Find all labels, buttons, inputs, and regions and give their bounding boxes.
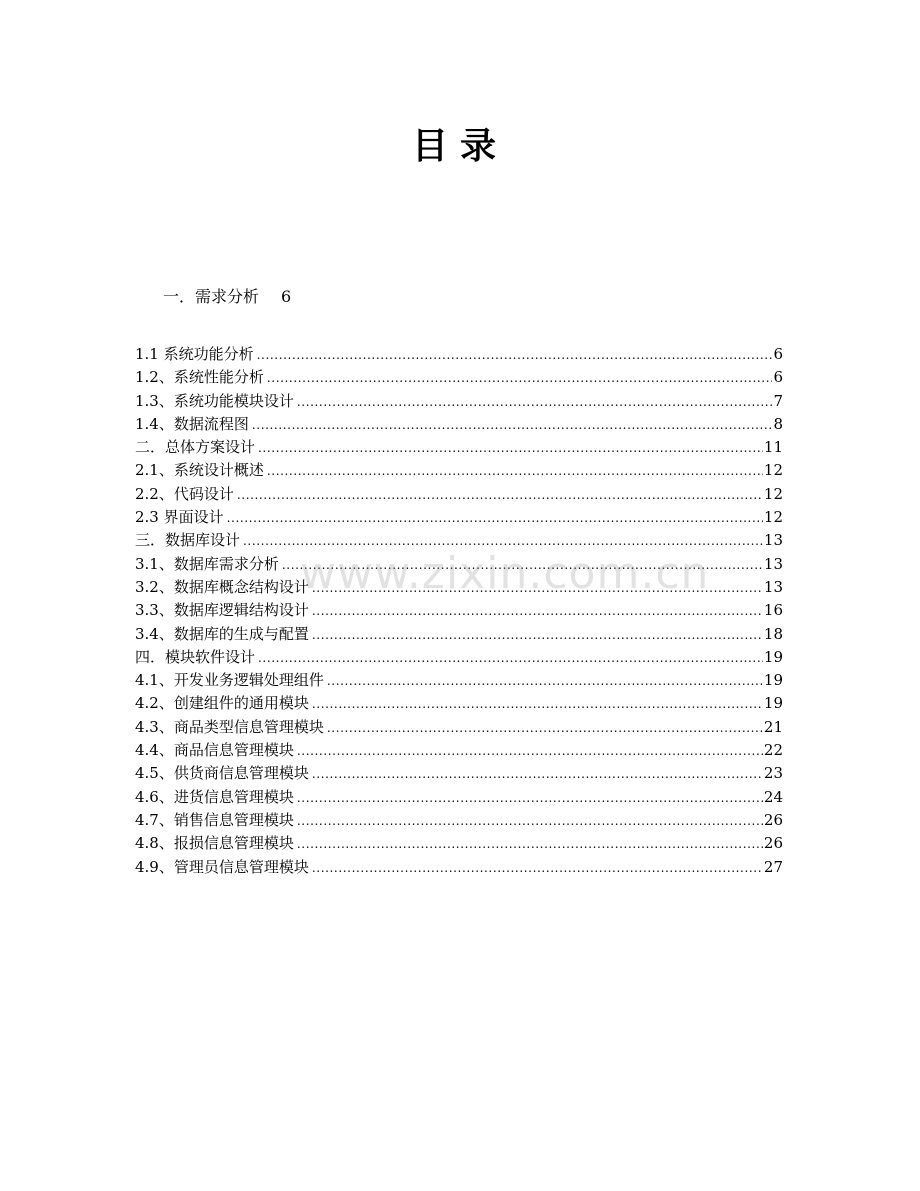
toc-row[interactable] [135,506,783,529]
toc-label: 1.2、系统性能分析 [135,368,264,387]
toc-label: 3.2、数据库概念结构设计 [135,577,309,596]
toc-row[interactable] [135,436,783,459]
toc-page-number: 6 [773,368,783,387]
toc-page-number: 27 [763,857,783,876]
toc-leader-dots [312,600,763,622]
toc-first-entry [163,286,291,308]
toc-leader-dots [282,554,763,576]
toc-row[interactable] [135,599,783,622]
toc-leader-dots [327,670,763,692]
toc-row[interactable] [135,483,783,506]
toc-row[interactable] [135,553,783,576]
toc-row[interactable] [135,366,783,389]
toc-first-entry-page: 6 [281,287,292,306]
toc-leader-dots [297,740,763,762]
toc-row[interactable] [135,576,783,599]
toc-label: 二．总体方案设计 [135,438,256,457]
toc-row[interactable] [135,856,783,879]
toc-leader-dots [237,484,763,506]
toc-label: 4.1、开发业务逻辑处理组件 [135,671,324,690]
toc-label: 2.1、系统设计概述 [135,461,264,480]
toc-leader-dots [243,530,763,552]
toc-page-number: 6 [773,345,783,363]
toc-page-number: 11 [763,438,783,457]
toc-page-number: 22 [763,741,783,760]
toc-leader-dots [327,717,763,739]
toc-page-number: 8 [773,414,783,433]
toc-leader-dots [312,577,763,599]
toc-label: 4.8、报损信息管理模块 [135,834,294,853]
toc-page-number: 26 [763,810,783,829]
toc-page-number: 26 [763,834,783,853]
toc-label: 4.4、商品信息管理模块 [135,741,294,760]
toc-row[interactable] [135,390,783,413]
toc-page-number: 23 [763,764,783,783]
toc-page-number: 16 [763,601,783,620]
toc-label: 3.1、数据库需求分析 [135,554,279,573]
toc-row[interactable] [135,832,783,855]
toc-page-number: 19 [763,647,783,666]
toc-row[interactable] [135,739,783,762]
toc-row[interactable] [135,413,783,436]
toc-page-number: 19 [763,671,783,690]
toc-label: 3.3、数据库逻辑结构设计 [135,601,309,620]
toc-label: 2.3 界面设计 [135,508,224,527]
toc-page-number: 7 [773,391,783,410]
toc-leader-dots [312,857,763,879]
toc-row[interactable] [135,529,783,552]
toc-leader-dots [297,787,763,809]
toc-page-number: 19 [763,694,783,713]
toc-row[interactable] [135,716,783,739]
toc-leader-dots [267,367,773,389]
toc-page-number: 13 [763,577,783,596]
toc-page-number: 13 [763,554,783,573]
toc-label: 1.4、数据流程图 [135,414,249,433]
toc-label: 2.2、代码设计 [135,484,234,503]
toc-label: 1.1 系统功能分析 [135,345,254,363]
toc-row[interactable] [135,762,783,785]
toc-label: 1.3、系统功能模块设计 [135,391,294,410]
toc-leader-dots [297,833,763,855]
toc-leader-dots [258,647,763,669]
toc-leader-dots [297,810,763,832]
toc-row[interactable] [135,669,783,692]
watermark: www.zixin.com.cn [300,548,710,599]
toc-page-number: 21 [763,717,783,736]
toc-leader-dots [297,391,773,413]
toc-row[interactable] [135,343,783,366]
toc-leader-dots [312,624,763,646]
toc-page-number: 18 [763,624,783,643]
toc-label: 4.2、创建组件的通用模块 [135,694,309,713]
toc-row[interactable] [135,786,783,809]
page-title: 目录 [411,126,508,167]
toc-row[interactable] [135,646,783,669]
toc-label: 4.6、进货信息管理模块 [135,787,294,806]
toc-label: 4.5、供货商信息管理模块 [135,764,309,783]
toc-label: 4.7、销售信息管理模块 [135,810,294,829]
toc-label: 4.3、商品类型信息管理模块 [135,717,324,736]
toc-leader-dots [227,507,763,529]
toc-leader-dots [312,693,763,715]
toc-page-number: 12 [763,461,783,480]
toc-page-number: 12 [763,508,783,527]
toc-label: 4.9、管理员信息管理模块 [135,857,309,876]
toc-page-number: 24 [763,787,783,806]
toc-leader-dots [312,763,763,785]
toc-row[interactable] [135,623,783,646]
toc-page-number: 13 [763,531,783,550]
toc-row[interactable] [135,692,783,715]
toc-first-entry-label: 一．需求分析 [163,287,260,306]
toc-leader-dots [267,460,763,482]
toc-row[interactable] [135,809,783,832]
toc-label: 3.4、数据库的生成与配置 [135,624,309,643]
toc-label: 三．数据库设计 [135,531,241,550]
toc-label: 四．模块软件设计 [135,647,256,666]
toc-page-number: 12 [763,484,783,503]
toc-row[interactable] [135,459,783,482]
toc-leader-dots [258,437,763,459]
toc-leader-dots [252,414,773,436]
table-of-contents [135,343,783,879]
toc-leader-dots [257,344,773,366]
